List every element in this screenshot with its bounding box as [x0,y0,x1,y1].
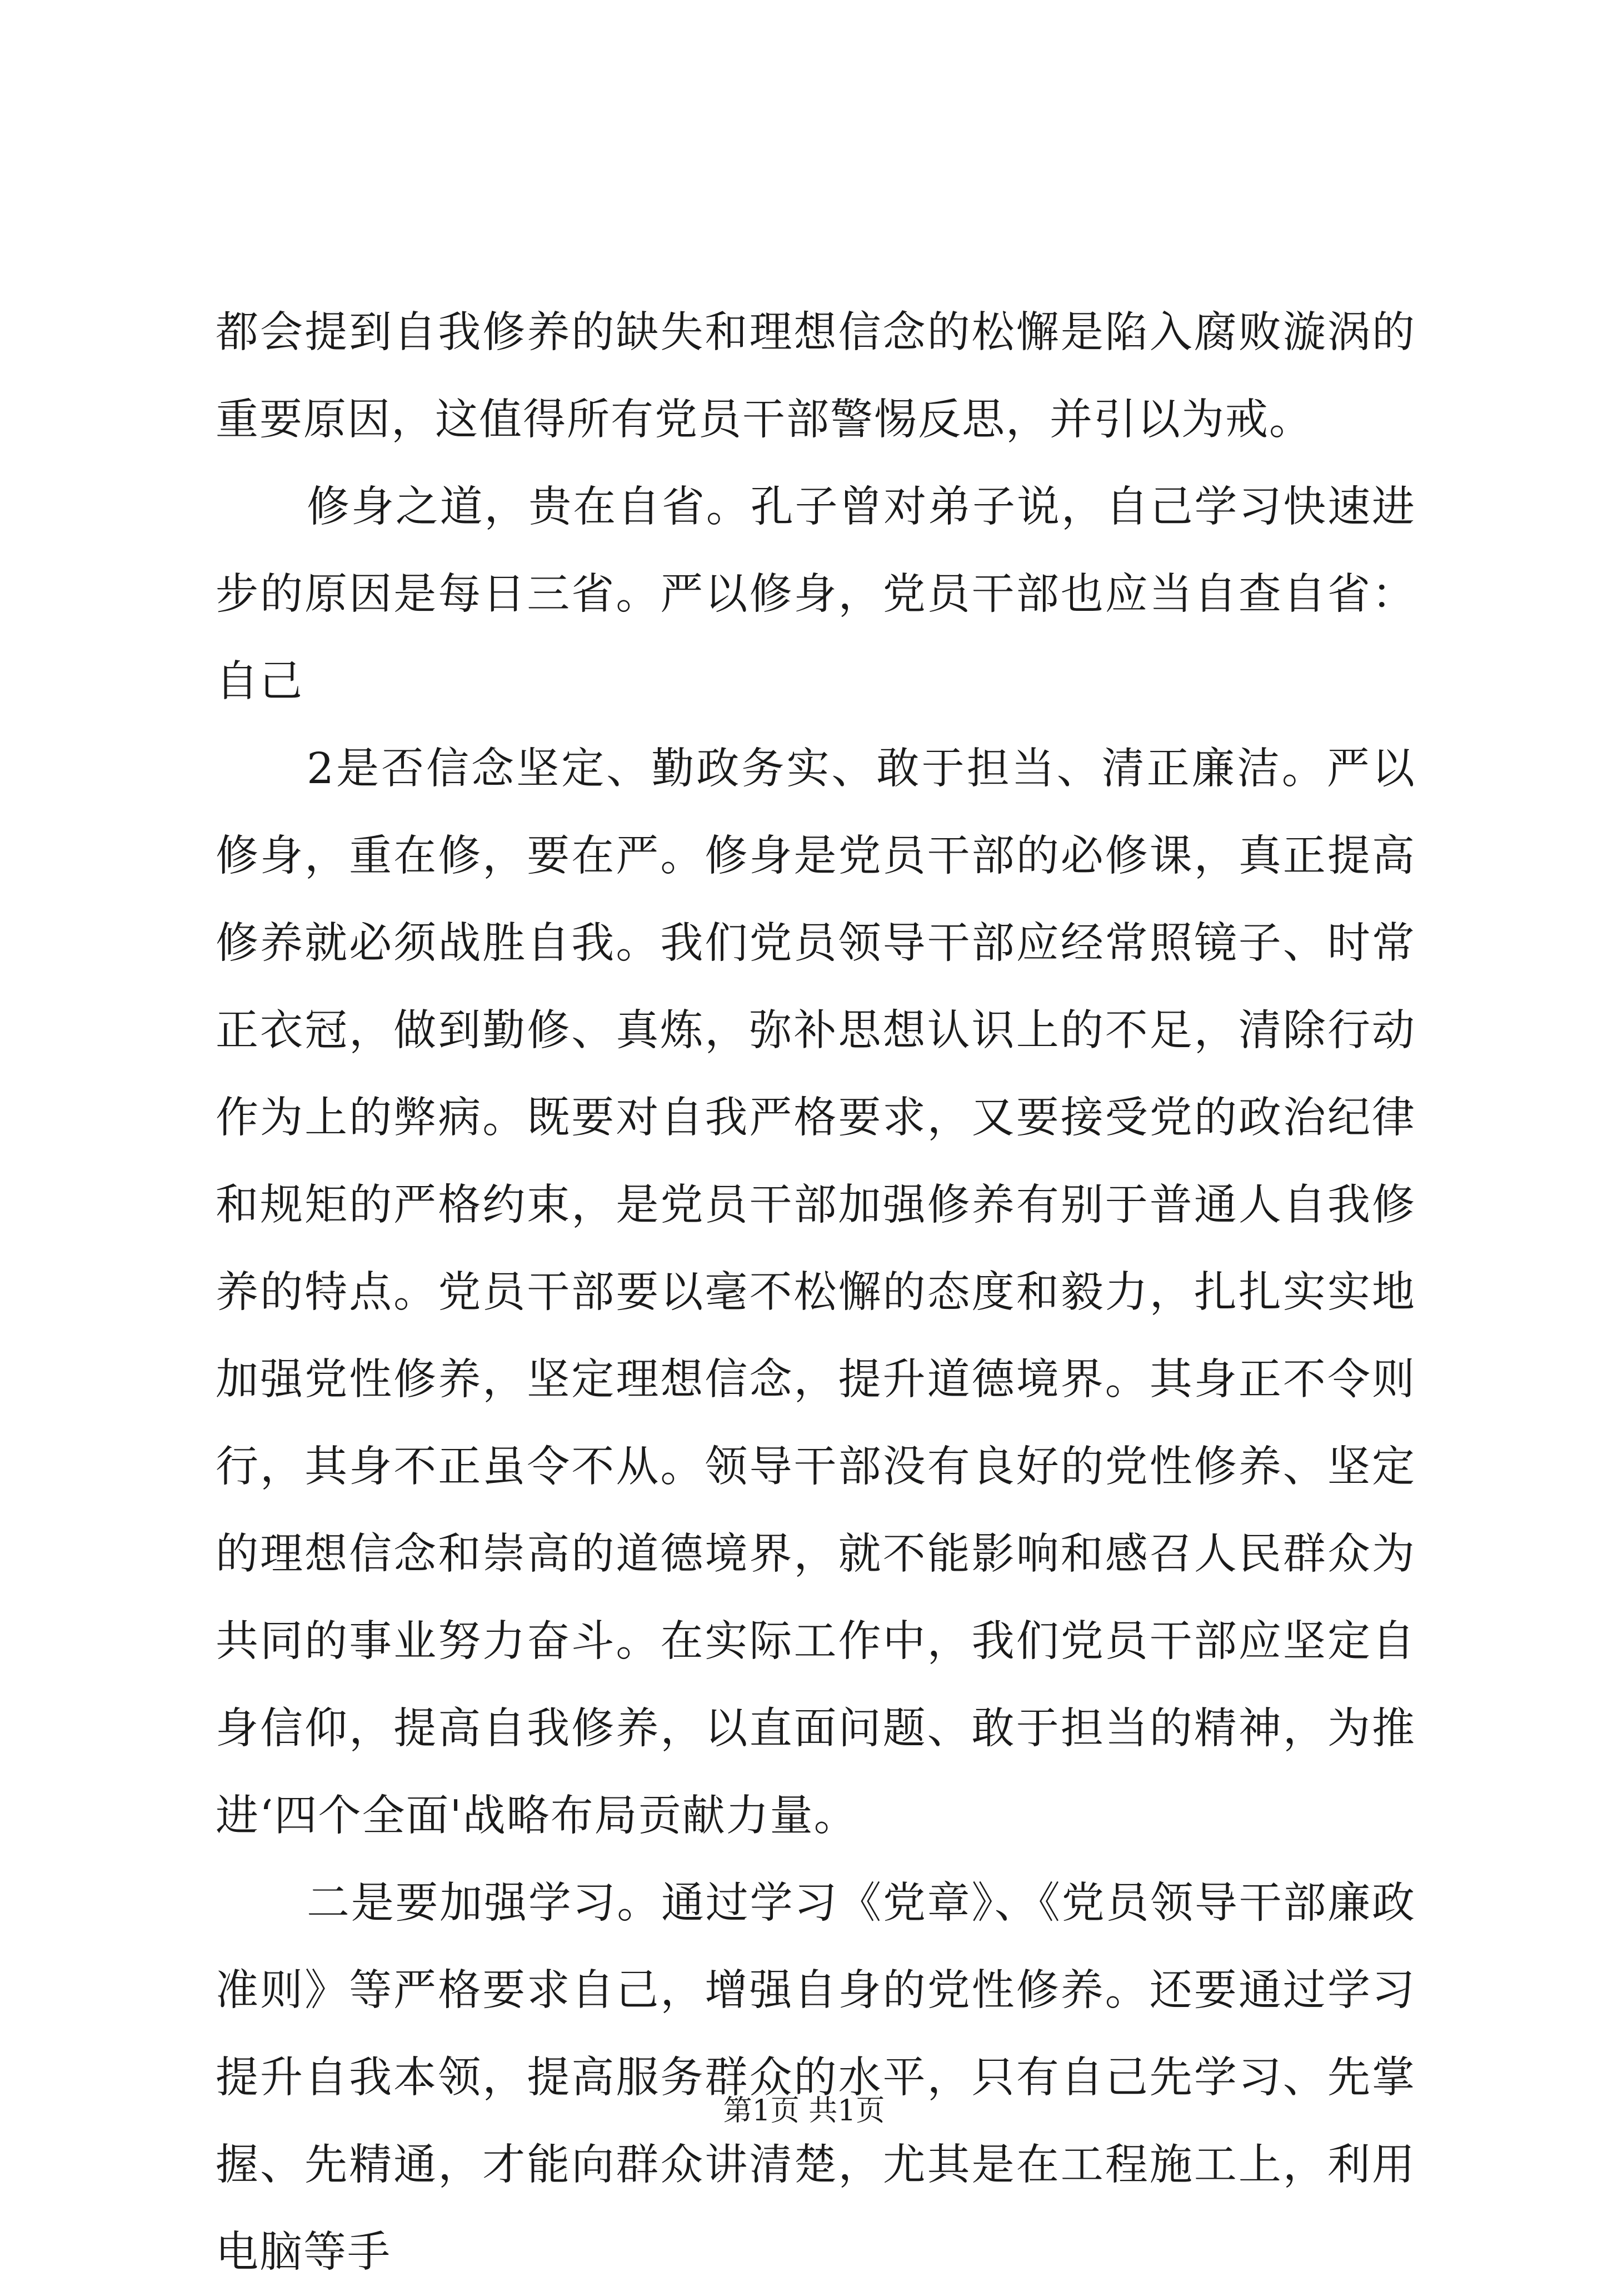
page-number-label: 第1页 共1页 [723,2094,885,2128]
paragraph-4: 二是要加强学习。通过学习《党章》、《党员领导干部廉政准则》等严格要求自己，增强自身的党性修养。还要通过学习提升自我本领，提高服务群众的水平，只有自己先学习、先掌握、先精通，才能向群众讲清楚，尤其是在工程施工上，利用电脑等手 [216,1879,1416,2277]
page-footer [0,2087,1608,2129]
paragraph-3: 2是否信念坚定、勤政务实、敢于担当、清正廉洁。严以修身，重在修，要在严。修身是党员干部的必修课，真正提高修养就必须战胜自我。我们党员领导干部应经常照镜子、时常正衣冠，做到勤修、真炼，弥补思想认识上的不足，清除行动作为上的弊病。既要对自我严格要求，又要接受党的政治纪律和规矩的严格约束，是党员干部加强修养有别于普通人自我修养的特点。党员干部要以毫不松懈的态度和毅力，扎扎实实地加强党性修养，坚定理想信念，提升道德境界。其身正不令则行，其身不正虽令不从。领导干部没有良好的党性修养、坚定的理想信念和崇高的道德境界，就不能影响和感召人民群众为共同的事业努力奋斗。在实际工作中，我们党员干部应坚定自身信仰，提高自我修养，以直面问题、敢于担当的精神，为推进‘四个全面'战略布局贡献力量。 [216,744,1416,1841]
paragraph-1: 都会提到自我修养的缺失和理想信念的松懈是陷入腐败漩涡的重要原因，这值得所有党员干部警惕反思，并引以为戒。 [216,308,1416,445]
document-body [216,289,1416,2296]
paragraph-2: 修身之道，贵在自省。孔子曾对弟子说，自己学习快速进步的原因是每日三省。严以修身，党员干部也应当自查自省：自己 [216,482,1416,706]
